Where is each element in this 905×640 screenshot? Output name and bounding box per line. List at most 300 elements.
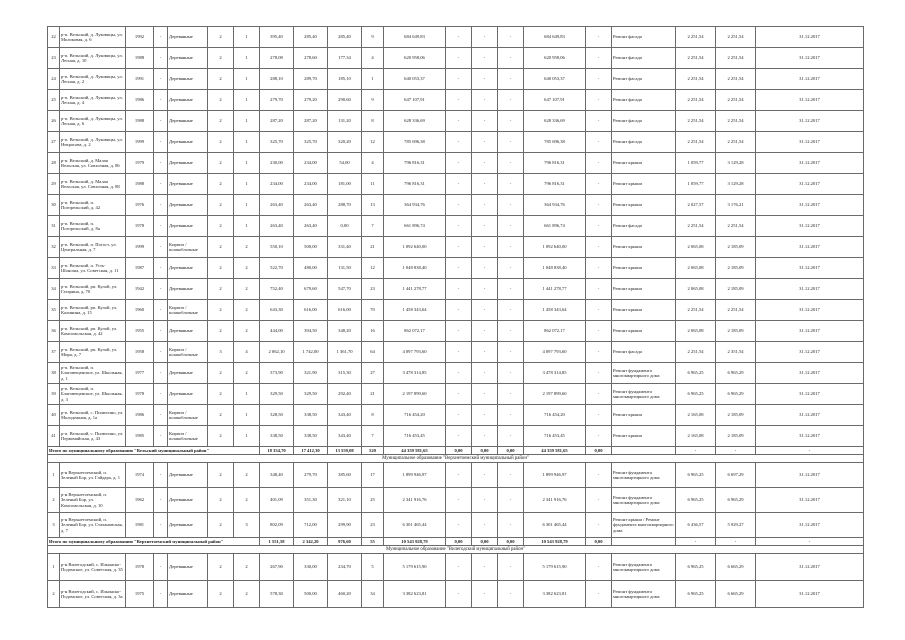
cell-n: 33 [48,258,60,279]
total-c3: 0,00 [472,447,498,455]
cell-ppl: 8 [362,405,384,426]
cell-s2: 338,50 [294,405,328,426]
table-row [48,174,864,195]
cell-p2: 2 251,54 [716,69,756,90]
cell-en: 1 [234,27,260,48]
cell-fl: 2 [208,111,234,132]
cell-year: 1978 [126,216,154,237]
cell-p1: 6 965,25 [676,581,716,608]
total-c3: 0,00 [472,538,498,546]
cell-p2: 2 185,09 [716,237,756,258]
cell-mat: Деревянные [168,321,208,342]
cell-p1: 2 251,54 [676,342,716,363]
cell-work: Ремонт фундамента многоквартирного дома [612,554,676,581]
cell-c5: 4 097 793,60 [524,342,586,363]
cell-c4: - [498,69,524,90]
cell-date: 31.12.2017 [756,384,864,405]
cell-mat: Деревянные [168,69,208,90]
cell-c4: - [498,216,524,237]
cell-s2: 394,50 [294,321,328,342]
cell-c4: - [498,258,524,279]
table-row [48,342,864,363]
cell-b: - [154,321,168,342]
cell-s1: 550,10 [260,237,294,258]
cell-s2: 679,60 [294,279,328,300]
total-p2: - [716,447,756,455]
cell-c1: 862 072,17 [384,321,446,342]
cell-addr: р-п. Вельский, рп. Кулой, ул. Калинина, д. 15 [60,300,126,321]
cell-ppl: 23 [362,513,384,538]
cell-year: 1978 [126,384,154,405]
cell-n: 37 [48,342,60,363]
cell-c3: - [472,174,498,195]
cell-addr: р-п. Вельский, п. Погорельский, д. 8а [60,216,126,237]
cell-mat: Деревянные [168,554,208,581]
cell-p1: 2 251,54 [676,300,716,321]
cell-b: - [154,27,168,48]
cell-c5: 1 899 946,97 [524,463,586,488]
cell-p2: 2 251,54 [716,216,756,237]
cell-b: - [154,258,168,279]
section-title: Муниципальное образование "Верхнетоемский муниципальный район" [48,455,864,463]
cell-c4: - [498,426,524,447]
cell-date: 31.12.2017 [756,300,864,321]
cell-c3: - [472,513,498,538]
cell-s3: 343,40 [328,426,362,447]
cell-date: 31.12.2017 [756,513,864,538]
cell-ppl: 12 [362,132,384,153]
cell-c1: 2 197 899,60 [384,384,446,405]
total-c4: 0,00 [498,447,524,455]
cell-c1: 620 958,06 [384,48,446,69]
cell-c3: - [472,581,498,608]
cell-fl: 2 [208,132,234,153]
cell-c6: - [586,111,612,132]
cell-s3: 616,00 [328,300,362,321]
cell-c1: 1 048 838,40 [384,258,446,279]
cell-mat: Кирпич / шлакоблочные [168,300,208,321]
cell-b: - [154,111,168,132]
cell-year: 1988 [126,174,154,195]
cell-work: Ремонт фундамента многоквартирного дома [612,384,676,405]
cell-c1: 640 053,37 [384,69,446,90]
cell-s2: 279,20 [294,90,328,111]
cell-s2: 325,70 [294,132,328,153]
cell-work: Ремонт крыши [612,426,676,447]
cell-fl: 2 [208,90,234,111]
cell-n: 2 [48,488,60,513]
cell-date: 31.12.2017 [756,488,864,513]
cell-s1: 263,40 [260,195,294,216]
table-row [48,69,864,90]
total-s3: 13 559,08 [328,447,362,455]
cell-c3: - [472,216,498,237]
cell-s1: 752,40 [260,279,294,300]
cell-ppl: 11 [362,174,384,195]
cell-s1: 279,70 [260,90,294,111]
cell-work: Ремонт фасада [612,48,676,69]
cell-addr: р-п. Вельский, с. Пилюгино, ул. Молодежная, д. 1а [60,405,126,426]
cell-s1: 234,00 [260,174,294,195]
cell-p1: 2 251,54 [676,216,716,237]
cell-s2: 234,00 [294,174,328,195]
cell-c4: - [498,90,524,111]
cell-c5: 640 053,37 [524,69,586,90]
cell-c5: 1 048 838,40 [524,258,586,279]
cell-s2: 338,50 [294,426,328,447]
cell-s3: 321,10 [328,488,362,513]
table-row [48,216,864,237]
cell-c4: - [498,153,524,174]
cell-s1: 267,90 [260,554,294,581]
cell-en: 3 [234,513,260,538]
cell-c6: - [586,426,612,447]
cell-c3: - [472,342,498,363]
cell-p2: 6 965,29 [716,488,756,513]
cell-en: 1 [234,153,260,174]
cell-date: 31.12.2017 [756,342,864,363]
cell-c1: 2 341 916,76 [384,488,446,513]
cell-c2: - [446,581,472,608]
cell-year: 1974 [126,463,154,488]
cell-work: Ремонт фундамента многоквартирного дома [612,581,676,608]
cell-c5: 796 816,31 [524,153,586,174]
cell-ppl: 1 [362,69,384,90]
cell-p1: 2 251,54 [676,90,716,111]
cell-s3: 331,40 [328,237,362,258]
cell-addr: р-п. Вельский, рп. Кулой, ул. Мира, д. 7 [60,342,126,363]
cell-c1: 5 179 615,90 [384,554,446,581]
cell-addr: р-п. Вельский, д. Луковицы, ул. Лесная, д. 10 [60,48,126,69]
cell-s2: 279,70 [294,463,328,488]
cell-b: - [154,463,168,488]
cell-s3: 290,60 [328,90,362,111]
cell-addr: р-п. Вельский, п. Благовещенское, ул. Школьная, д. 3 [60,384,126,405]
cell-date: 31.12.2017 [756,111,864,132]
cell-p2: 6 697,29 [716,463,756,488]
table-row [48,300,864,321]
cell-c3: - [472,363,498,384]
cell-s2: 263,40 [294,216,328,237]
cell-addr: р-п. Вельский, д. Луковицы, ул. Молоковая, д. 6 [60,27,126,48]
table-row [48,195,864,216]
cell-s1: 230,00 [260,153,294,174]
cell-ppl: 64 [362,342,384,363]
cell-c5: 647 107,91 [524,90,586,111]
cell-work: Ремонт крыши / Ремонт фундамента многоквартирного дома [612,513,676,538]
cell-date: 31.12.2017 [756,174,864,195]
cell-p2: 2 251,54 [716,48,756,69]
cell-c2: - [446,300,472,321]
cell-p2: 2 185,09 [716,279,756,300]
cell-c2: - [446,69,472,90]
cell-addr: р-п. Вельский, д. Луковицы, ул. Некрасова, д. 2 [60,132,126,153]
cell-year: 1988 [126,48,154,69]
cell-addr: р-н Вилегодский, с. Ильинско-Подомское, ул. Советская, д. 35 [60,554,126,581]
cell-c3: - [472,426,498,447]
cell-s3: 1 361,70 [328,342,362,363]
document-sheet [47,26,863,608]
cell-c6: - [586,258,612,279]
cell-s3: 315,30 [328,363,362,384]
total-p2: - [716,538,756,546]
cell-c1: 4 097 793,60 [384,342,446,363]
cell-en: 2 [234,300,260,321]
total-c5: 44 359 581,65 [524,447,586,455]
cell-mat: Деревянные [168,153,208,174]
cell-b: - [154,488,168,513]
cell-en: 1 [234,90,260,111]
cell-c5: 5 179 615,90 [524,554,586,581]
cell-b: - [154,195,168,216]
cell-addr: р-п. Вельский, д. Луковицы, ул. Лесная, д. 6 [60,111,126,132]
cell-s2: 263,40 [294,195,328,216]
cell-s1: 578,30 [260,581,294,608]
cell-c1: 1 899 946,97 [384,463,446,488]
cell-s3: 181,00 [328,174,362,195]
cell-year: 1975 [126,581,154,608]
cell-addr: р-п. Вельский, п. Погорельский, д. 42 [60,195,126,216]
cell-b: - [154,300,168,321]
cell-c4: - [498,463,524,488]
cell-c4: - [498,342,524,363]
cell-s3: 185,10 [328,69,362,90]
cell-c6: - [586,342,612,363]
cell-p1: 1 059,77 [676,153,716,174]
cell-n: 34 [48,279,60,300]
cell-work: Ремонт крыши [612,300,676,321]
cell-ppl: 21 [362,237,384,258]
cell-n: 1 [48,554,60,581]
cell-mat: Деревянные [168,488,208,513]
cell-p1: 6 965,25 [676,363,716,384]
cell-s1: 522,70 [260,258,294,279]
cell-c6: - [586,279,612,300]
total-row [48,447,864,455]
cell-c6: - [586,237,612,258]
cell-fl: 2 [208,300,234,321]
cell-p2: 3 129,28 [716,153,756,174]
cell-c2: - [446,363,472,384]
cell-s2: 278,60 [294,48,328,69]
table-row [48,513,864,538]
total-work [612,538,676,546]
cell-c2: - [446,384,472,405]
cell-date: 31.12.2017 [756,279,864,300]
cell-s1: 643,30 [260,300,294,321]
cell-s3: 234,70 [328,554,362,581]
total-s3: 976,60 [328,538,362,546]
cell-s3: 348,20 [328,321,362,342]
cell-c5: 3 382 623,81 [524,581,586,608]
cell-n: 39 [48,384,60,405]
cell-c2: - [446,27,472,48]
cell-date: 31.12.2017 [756,48,864,69]
cell-c6: - [586,27,612,48]
cell-c5: 3 478 314,85 [524,363,586,384]
cell-c5: 796 816,31 [524,174,586,195]
total-p1: - [676,447,716,455]
cell-ppl: 7 [362,216,384,237]
cell-n: 38 [48,363,60,384]
cell-s1: 348,40 [260,463,294,488]
total-p1: - [676,538,716,546]
cell-n: 1 [48,463,60,488]
cell-ppl: 25 [362,488,384,513]
cell-work: Ремонт крыши [612,405,676,426]
cell-c4: - [498,111,524,132]
cell-p2: 2 185,09 [716,426,756,447]
cell-mat: Деревянные [168,48,208,69]
cell-mat: Деревянные [168,174,208,195]
cell-n: 30 [48,195,60,216]
cell-c3: - [472,279,498,300]
cell-c2: - [446,426,472,447]
table-row [48,132,864,153]
cell-s3: 292,40 [328,384,362,405]
cell-c6: - [586,48,612,69]
cell-s2: 321,90 [294,363,328,384]
cell-c1: 364 934,76 [384,195,446,216]
cell-p2: 6 965,29 [716,363,756,384]
cell-en: 1 [234,195,260,216]
cell-s3: 285,40 [328,27,362,48]
cell-mat: Кирпич / шлакоблочные [168,237,208,258]
cell-work: Ремонт фасада [612,27,676,48]
cell-p1: 1 059,77 [676,174,716,195]
cell-addr: р-н Верхнетоемский, п. Зеленый Бор, ул. Гайдара, д. 1 [60,463,126,488]
cell-c3: - [472,111,498,132]
cell-en: 2 [234,581,260,608]
cell-s2: 712,00 [294,513,328,538]
cell-date: 31.12.2017 [756,153,864,174]
cell-date: 31.12.2017 [756,237,864,258]
cell-p1: 2 251,54 [676,132,716,153]
cell-b: - [154,581,168,608]
cell-addr: р-п. Вельский, п. Погост, ул. Центральная, д. 7 [60,237,126,258]
cell-p1: 2 251,54 [676,48,716,69]
cell-p2: 2 185,09 [716,405,756,426]
cell-b: - [154,153,168,174]
cell-c4: - [498,27,524,48]
cell-work: Ремонт фундамента многоквартирного дома [612,463,676,488]
cell-fl: 2 [208,426,234,447]
table-row [48,237,864,258]
cell-c4: - [498,513,524,538]
cell-en: 2 [234,463,260,488]
cell-n: 26 [48,111,60,132]
cell-s3: 460,20 [328,581,362,608]
cell-en: 2 [234,363,260,384]
cell-s3: 54,00 [328,153,362,174]
cell-en: 2 [234,258,260,279]
cell-work: Ремонт крыши [612,153,676,174]
cell-ppl: 16 [362,321,384,342]
cell-c4: - [498,405,524,426]
cell-ppl: 21 [362,384,384,405]
cell-c4: - [498,581,524,608]
cell-b: - [154,342,168,363]
cell-mat: Деревянные [168,111,208,132]
cell-c3: - [472,237,498,258]
cell-ppl: 17 [362,463,384,488]
cell-en: 1 [234,174,260,195]
cell-b: - [154,216,168,237]
cell-c6: - [586,384,612,405]
cell-s2: 234,00 [294,153,328,174]
cell-p1: 2 165,08 [676,426,716,447]
cell-c6: - [586,363,612,384]
cell-c3: - [472,153,498,174]
cell-addr: р-п. Вельский, п. Благовещенское, ул. Школьная, д. 1 [60,363,126,384]
table-row [48,463,864,488]
cell-work: Ремонт крыши [612,279,676,300]
cell-work: Ремонт фундамента многоквартирного дома [612,363,676,384]
cell-fl: 2 [208,237,234,258]
cell-en: 1 [234,405,260,426]
cell-s2: 351,30 [294,488,328,513]
table-row [48,426,864,447]
cell-work: Ремонт крыши [612,258,676,279]
cell-c1: 785 696,38 [384,132,446,153]
cell-ppl: 9 [362,90,384,111]
cell-fl: 2 [208,363,234,384]
cell-c2: - [446,488,472,513]
total-label: Итого по муниципальному образованию "Вельский муниципальный район" [48,447,260,455]
cell-p1: 6 965,25 [676,554,716,581]
cell-b: - [154,513,168,538]
housing-repair-table [47,26,864,608]
cell-c4: - [498,48,524,69]
cell-mat: Деревянные [168,363,208,384]
cell-mat: Деревянные [168,216,208,237]
cell-mat: Деревянные [168,581,208,608]
cell-year: 1942 [126,279,154,300]
cell-date: 31.12.2017 [756,554,864,581]
cell-date: 31.12.2017 [756,195,864,216]
table-row [48,27,864,48]
cell-s2: 330,00 [294,554,328,581]
table-row [48,48,864,69]
cell-fl: 2 [208,488,234,513]
cell-ppl: 9 [362,27,384,48]
cell-year: 1978 [126,554,154,581]
table-row [48,554,864,581]
cell-date: 31.12.2017 [756,321,864,342]
cell-c4: - [498,363,524,384]
cell-mat: Деревянные [168,513,208,538]
cell-s1: 278,08 [260,48,294,69]
cell-work: Ремонт фасада [612,216,676,237]
cell-addr: р-п. Вельский, рп. Кулой, ул. Комсомольская, д. 42 [60,321,126,342]
cell-c3: - [472,69,498,90]
table-row [48,111,864,132]
cell-mat: Деревянные [168,258,208,279]
cell-c6: - [586,174,612,195]
cell-s2: 1 742,00 [294,342,328,363]
cell-s2: 329,50 [294,384,328,405]
cell-p2: 6 665,29 [716,581,756,608]
cell-s1: 2 062,10 [260,342,294,363]
total-label: Итого по муниципальному образованию "Верхнетоемский муниципальный район" [48,538,260,546]
cell-n: 41 [48,426,60,447]
cell-p1: 6 965,25 [676,384,716,405]
cell-ppl: 7 [362,426,384,447]
cell-ppl: 8 [362,111,384,132]
cell-s1: 802,09 [260,513,294,538]
total-s2: 17 412,30 [294,447,328,455]
cell-b: - [154,554,168,581]
